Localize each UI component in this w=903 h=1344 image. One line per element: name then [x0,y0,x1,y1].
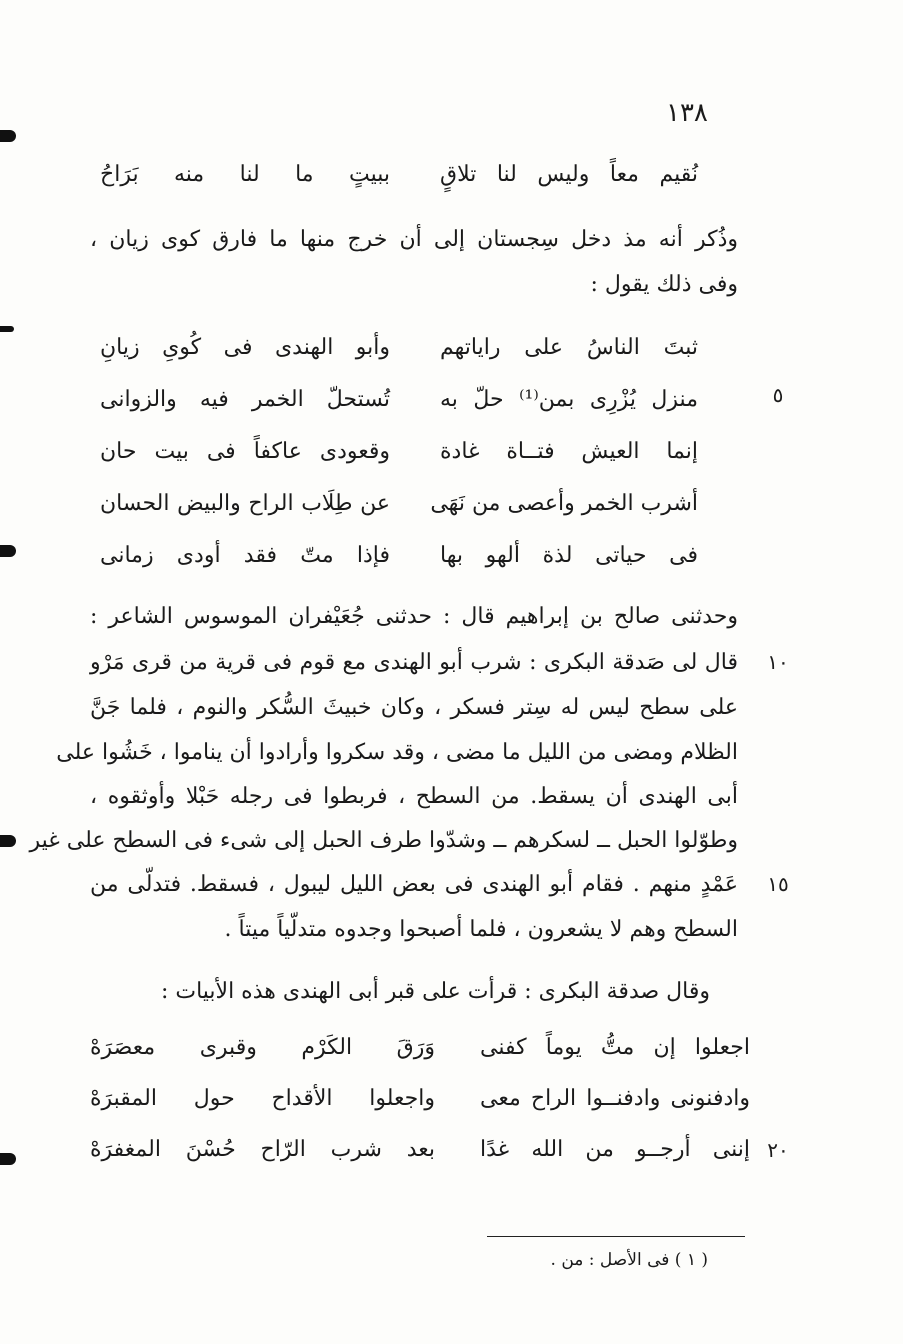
prose-line: السطح وهم لا يشعرون ، فلما أصبحوا وجدوه متدلّياً ميتاً . [224,917,738,942]
prose-line: الظلام ومضى من الليل ما مضى ، وقد سكروا وأرادوا أن يناموا ، خَشُوا على [56,740,738,765]
verse-hemistich-first: اجعلوا إن متُّ يوماً كفنى [480,1035,750,1060]
prose-line: قال لى صَدقة البكرى : شرب أبو الهندى مع قوم فى قرية من قرى مَرْو [90,650,738,675]
footnote-divider [487,1236,745,1237]
verse-hemistich-first: ثبتَ الناسُ على راياتهم [440,335,698,360]
verse-hemistich-first: منزل يُزْرِى بمن⁽¹⁾ حلّ به [440,387,698,412]
verse-hemistich-second: تُستحلّ الخمر فيه والزوانى [100,387,390,412]
page-number: ١٣٨ [666,98,708,128]
prose-line: وقال صدقة البكرى : قرأت على قبر أبى الهندى هذه الأبيات : [160,979,710,1004]
line-number: ٥ [772,383,784,407]
verse-hemistich-first: فى حياتى لذة ألهو بها [440,543,698,568]
poem-verse [0,489,903,519]
line-number: ١٥ [767,872,789,896]
verse-hemistich-second: فإذا متّ فقد أودى زمانى [100,543,390,568]
verse-hemistich-first: وادفنونى وادفنــوا الراح معى [480,1086,750,1111]
epitaph-verse [0,1084,903,1114]
verse-hemistich-second: عن طِلَاب الراح والبيض الحسان [100,491,390,516]
prose-line: وحدثنى صالح بن إبراهيم قال : حدثنى جُعَيْفران الموسوس الشاعر : [90,604,738,629]
line-number: ١٠ [767,650,789,674]
edge-mark [0,130,16,142]
verse-hemistich-first: أشرب الخمر وأعصى من نَهَى [430,491,698,516]
verse-hemistich-second: بعد شرب الرّاح حُسْنَ المغفرَهْ [90,1137,435,1162]
verse-hemistich-first: إننى أرجــو من الله غدًا [480,1137,750,1162]
edge-mark [0,326,14,332]
verse-hemistich-first: إنما العيش فتــاة غادة [440,439,698,464]
prose-line: عَمْدٍ منهم . فقام أبو الهندى فى بعض الليل ليبول ، فسقط. فتدلّى من [90,872,738,897]
verse-hemistich-second: وقعودى عاكفاً فى بيت حان [100,439,390,464]
prose-line: على سطح ليس له سِتر فسكر ، وكان خبيثَ السُّكر والنوم ، فلما جَنَّ [90,695,738,720]
poem-verse [0,437,903,467]
prose-line: وفى ذلك يقول : [590,272,738,297]
verse-hemistich-second: وأبو الهندى فى كُوىِ زيانِ [100,335,390,360]
line-number: ٢٠ [767,1138,789,1162]
opening-verse [0,160,903,190]
prose-line: وذُكر أنه مذ دخل سِجستان إلى أن خرج منها ما فارق كوى زيان ، [90,227,738,252]
verse-hemistich-first: نُقيم معاً وليس لنا تلاقٍ [440,162,698,187]
edge-mark [0,835,16,847]
verse-hemistich-second: وَرَقَ الكَرْم وقبرى معصَرَهْ [90,1035,435,1060]
epitaph-verse [0,1033,903,1063]
verse-hemistich-second: واجعلوا الأقداح حول المقبرَهْ [90,1086,435,1111]
poem-verse [0,333,903,363]
prose-line: أبى الهندى أن يسقط. من السطح ، فربطوا فى رجله حَبْلا وأوثقوه ، [90,784,738,809]
poem-verse [0,541,903,571]
prose-line: وطوّلوا الحبل ــ لسكرهم ــ وشدّوا طرف الحبل إلى شىء فى السطح على غير [29,828,738,853]
footnote: ( ١ ) فى الأصل : من . [550,1250,708,1270]
verse-hemistich-second: ببيتٍ ما لنا منه بَرَاحُ [100,162,390,187]
